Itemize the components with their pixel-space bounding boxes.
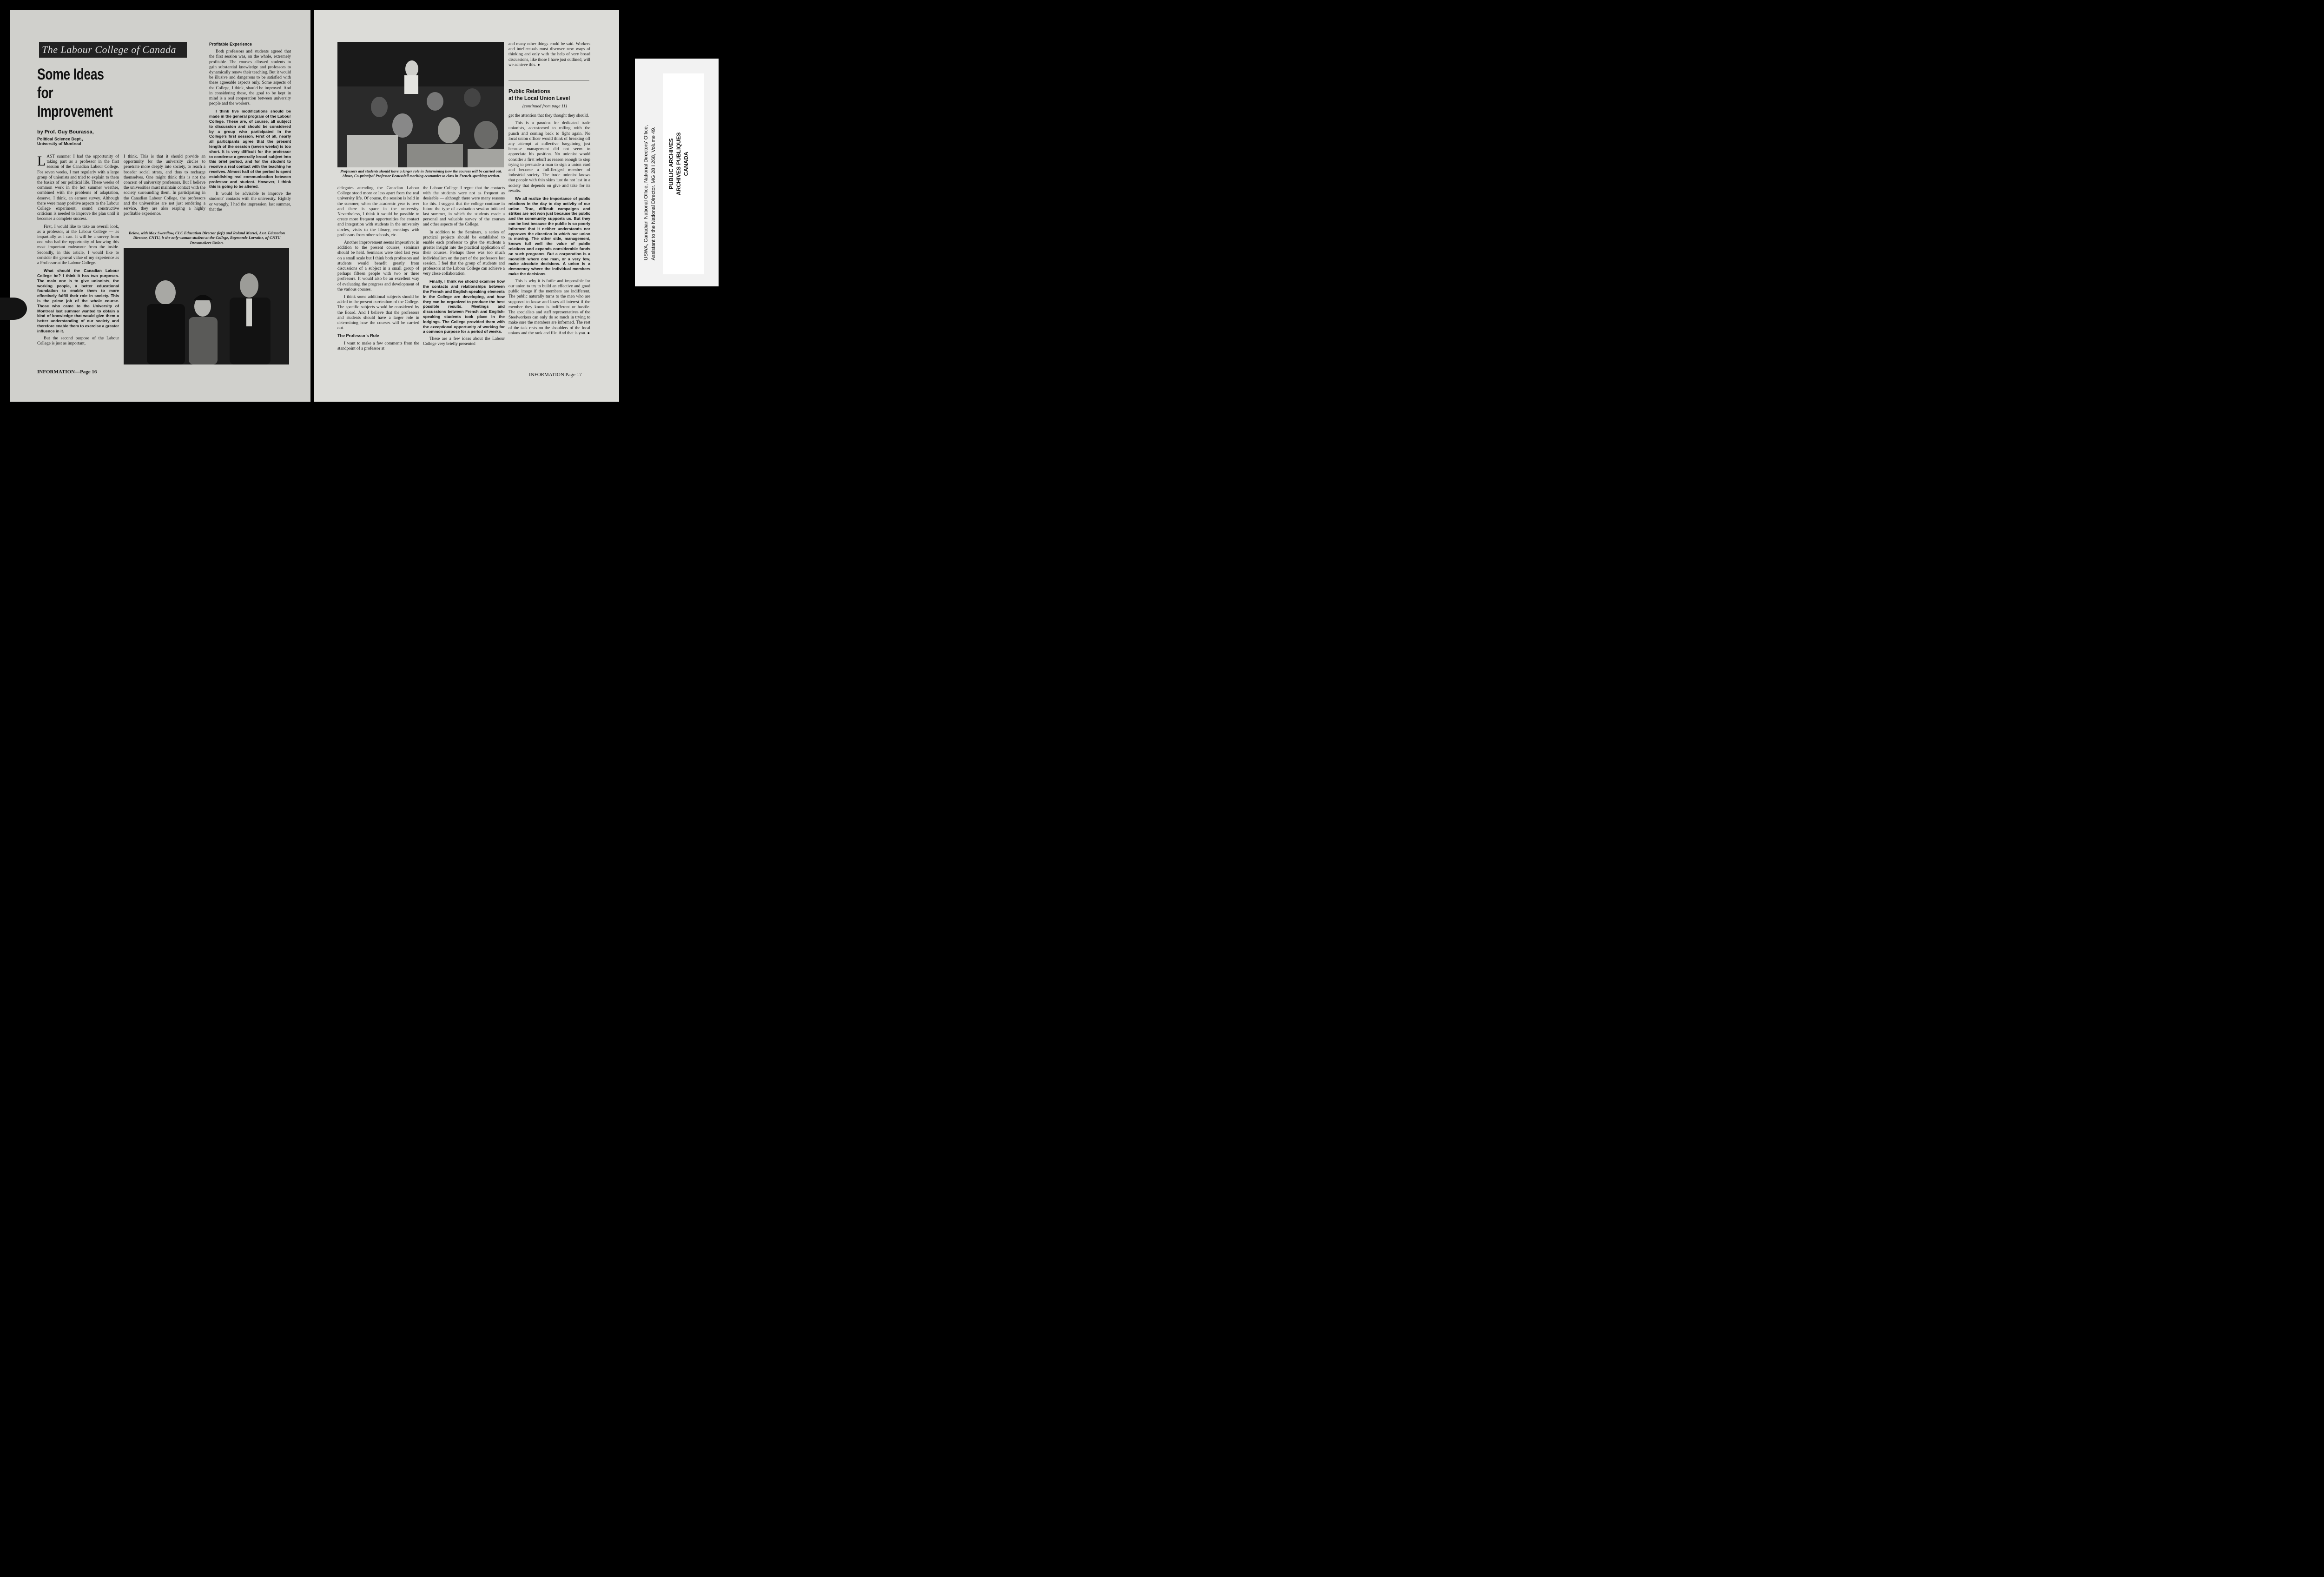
paragraph-bold: Finally, I think we should examine how the contacts and relationships between the French and English-speaking elements in the College are developing, and how they can be organized to produce the best possible results. Meetings and discussions between French and English-speaking students took place in the lodgings. The College provided them with the exceptional opportunity of working for a common purpose for a period of weeks.: [423, 279, 505, 334]
page-footer: INFORMATION Page 17: [529, 372, 582, 378]
paragraph-bold: What should the Canadian Labour College be? I think it has two purposes. The main one is to give unionists, the working people, a better educational foundation to enable them to more effectively fulfill their role in society. This is the prime job of the whole course. Those who came to the University of Montreal last summer wanted to obtain a kind of knowledge that would give them a better understanding of our society and therefore enable them to exercise a greater influence in it.: [37, 268, 119, 333]
photo-caption: Below, with Max Swerdlow, CLC Education Director (left) and Roland Martel, Asst. Education Director, CNTU, is the only woman student at the College, Raymonde Lorraine, of CNTU Dressmakers Union.: [128, 231, 285, 245]
page-footer: INFORMATION—Page 16: [37, 369, 97, 375]
binder-clip: [0, 298, 27, 320]
left-column-3: Profitable Experience Both professors and students agreed that the first session was, on the whole, extremely profitable. The courses allowed students to gain substantial knowledge and professors to dynamically renew their teaching. But it would be illusive and dangerous to be satisfied with these agreeable aspects only. Some aspects of the College, I think, should be improved. And in considering these, the goal to be kept in mind is a real cooperation between university people and the workers. I think five modifications should be made in the general program of the Labour College. These are, of course, all subject to discussion and should be considered by a group who participated in the College's first session. First of all, nearly all participants agree that the present length of the session (seven weeks) is too short. It is very difficult for the professor to condense a generally broad subject into this brief period, and for the student to receive a real contact with the teaching he receives. Almost half of the period is spent establishing real communication between professor and student. However, I think this is going to be altered. It would be advisable to improve the students' contacts with the university. Rightly or wrongly, I had the impression, last summer, that the: [209, 42, 291, 212]
group-photo: [124, 248, 289, 364]
series-banner: The Labour College of Canada: [39, 42, 187, 58]
paragraph: First, I would like to take an overall look, as a professor, at the Labour College — as impartially as I can. It will be a survey from one who had the opportunity of knowing this most important endeavour from the inside. Secondly, in this article, I would like to consider the general value of my experience as a Professor at the Labour College.: [37, 224, 119, 266]
section-heading: Profitable Experience: [209, 42, 252, 46]
section-title: Public Relations at the Local Union Level: [508, 89, 570, 101]
left-page: [10, 10, 310, 402]
photo-caption: Professors and students should have a larger role in determining how the courses will be carried out. Above, Co-principal Professor Beausoleil teaching economics to class in French-speaking section.: [340, 169, 502, 178]
end-mark: ●: [537, 62, 540, 67]
byline: by Prof. Guy Bourassa,: [37, 129, 94, 135]
continued-note: (continued from page 11): [522, 104, 567, 109]
right-column-3-top: and many other things could be said. Workers and intellectuals must discover new ways of thinking and only with the help of very broad discussions, like those I have just outlined, will we achieve this. ●: [508, 42, 590, 67]
archive-stamp: PUBLIC ARCHIVES ARCHIVES PUBLIQUES CANADA: [668, 132, 689, 195]
classroom-photo: [337, 42, 504, 167]
paragraph-bold: I think five modifications should be made in the general program of the Labour College. These are, of course, all subject to discussion and should be considered by a group who participated in the College's first session. First of all, nearly all participants agree that the present length of the session (seven weeks) is too short. It is very difficult for the professor to condense a generally broad subject into this brief period, and for the student to receive a real contact with the teaching he receives. Almost half of the period is spent establishing real communication between professor and student. However, I think this is going to be altered.: [209, 109, 291, 189]
end-mark: ●: [587, 331, 590, 336]
right-column-3: get the attention that they thought they should. This is a paradox for dedicated trade unionists, accustomed to rolling with the punch and coming back to fight again. No local union officer would think of breaking off any attempt at collective bargaining just because management did not seem to appreciate his position. No unionist would consider a first rebuff as reason enough to stop trying to persuade a man to sign a union card and become a full-fledged member of industrial society. The trade unionist knows that people with thin skins just do not last in a society that depends on give and take for its results. We all realize the importance of public relations in the day to day activity of our union. True, difficult campaigns and strikes are not won just because the public and the community supports us. But they can be lost because the public is so poorly informed that it neither understands nor approves the direction in which our union is moving. The other side, management, knows full well the value of public relations and expends considerable funds on such programs. But a corporation is a monolith where one man, or a very few, make absolute decisions. A union is a democracy where the individual members make the decisions. This is why it is futile and impossible for our union to try to build an effective and good public image if the members are indifferent. The public naturally turns to the men who are supposed to know and loses all interest if the member they know is indifferent or hostile. The specialists and staff representatives of the Steelworkers can only do so much in trying to make sure the members are informed. The rest of the task rests on the shoulders of the local unions and the rank and file. And that is you. ●: [508, 113, 590, 336]
dropcap: L: [37, 154, 46, 169]
paragraph-bold: We all realize the importance of public relations in the day to day activity of our union. True, difficult campaigns and strikes are not won just because the public and the community supports us. But they can be lost because the public is so poorly informed that it neither understands nor approves the direction in which our union is moving. The other side, management, knows full well the value of public relations and expends considerable funds on such programs. But a corporation is a monolith where one man, or a very few, make absolute decisions. A union is a democracy where the individual members make the decisions.: [508, 196, 590, 276]
article-headline: Some Ideas for Improvement: [37, 66, 113, 120]
author-affiliation: Political Science Dept., University of Montreal: [37, 137, 83, 146]
group-photo-image: [124, 248, 289, 364]
archive-reference: USWA, Canadian National Office, National Directors' Office, Assistant to the National Director. MG 28 I 268, Volume 49.: [643, 125, 656, 260]
right-column-1: delegates attending the Canadian Labour College stood more or less apart from the real university life. Of course, the session is held in the summer, when the academic year is over and there is space in the university. Nevertheless, I think it would be possible to create more frequent opportunities for contact and integration with students in the university circles, visits to the library, meetings with professors from other schools, etc. Another improvement seems imperative: in addition to the present courses, seminars should be held. Seminars were tried last year on a small scale but I think both professors and students would benefit greatly from discussions of a subject in a small group of perhaps fifteen people with two or three professors. It would also be an excellent way of evaluating the progress and development of the various courses. I think some additional subjects should be added to the present curriculum of the College. The specific subjects would be considered by the Board. And I believe that the professors and students should have a larger role in determining how the courses will be carried out. The Professor's Role I want to make a few comments from the standpoint of a professor at: [337, 186, 419, 351]
right-page: [314, 10, 619, 402]
left-column-1: LAST summer I had the opportunity of taking part as a professor in the first session of the Canadian Labour College. For seven weeks, I met regularly with a large group of unionists and tried to explain to them the basics of our political life. These weeks of common work in the hot summer weather, combined with the problems of adaptation, deserve, I think, an earnest survey. Although there were many positive aspects to the Labour College experiment, sound constructive criticism is needed to improve the plan until it becomes a complete success. First, I would like to take an overall look, as a professor, at the Labour College — as impartially as I can. It will be a survey from one who had the opportunity of knowing this most important endeavour from the inside. Secondly, in this article, I would like to consider the general value of my experience as a Professor at the Labour College. What should the Canadian Labour College be? I think it has two purposes. The main one is to give unionists, the working people, a better educational foundation to enable them to more effectively fulfill their role in society. This is the prime job of the whole course. Those who came to the University of Montreal last summer wanted to obtain a kind of knowledge that would give them a better understanding of our society and therefore enable them to exercise a greater influence in it. But the second purpose of the Labour College is just as important,: [37, 154, 119, 346]
left-column-2: I think. This is that it should provide an opportunity for the university circles to penetrate more deeply into society, to reach a broader social strata, and thus to recharge themselves. One might think this is not the concern of university professors. But I believe the universities must maintain contact with the society surrounding them. In participating in the Canadian Labour College, the professors and the universities are not just rendering a service, they are also reaping a highly profitable experience.: [124, 154, 205, 217]
paragraph: But the second purpose of the Labour College is just as important,: [37, 336, 119, 346]
right-column-2: the Labour College. I regret that the contacts with the students were not as frequent as desirable — although there were many reasons for this. I suggest that the college continue in future the type of evaluation session initiated last summer, in which the students made a personal and valuable survey of the courses and other aspects of the College. In addition to the Seminars, a series of practical projects should be established to enable each professor to give the students a greater insight into the practical application of their courses. Perhaps there was too much individualism on the part of the professors last session. I feel that the group of students and professors at the Labour College can achieve a very close collaboration. Finally, I think we should examine how the contacts and relationships between the French and English-speaking elements in the College are developing, and how they can be organized to produce the best possible results. Meetings and discussions between French and English-speaking students took place in the lodgings. The College provided them with the exceptional opportunity of working for a common purpose for a period of weeks. These are a few ideas about the Labour College very briefly presented: [423, 186, 505, 347]
classroom-photo-image: [337, 42, 504, 167]
section-heading: The Professor's Role: [337, 333, 379, 338]
